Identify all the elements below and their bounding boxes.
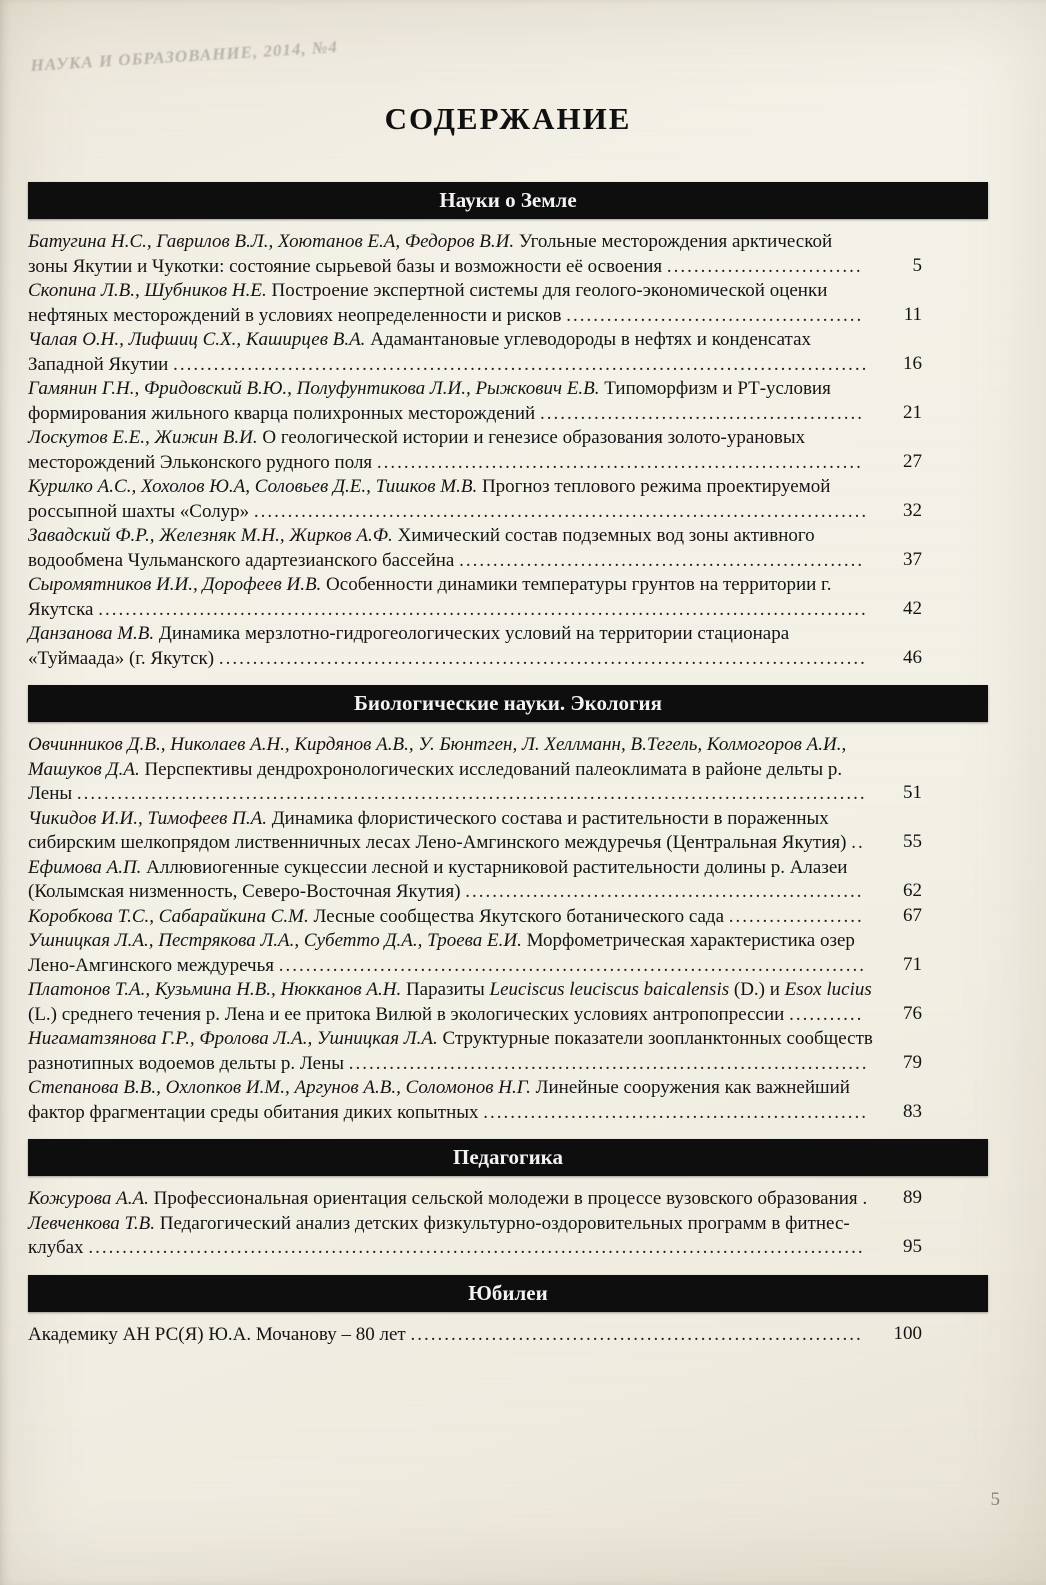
entry-authors: Сыромятников И.И., Дорофеев И.В. [28,574,322,595]
entry-authors: Данзанова М.В. [28,623,155,644]
dot-leader: .................... [728,905,864,927]
toc-entry [28,1212,922,1261]
toc-section [28,1139,988,1261]
entry-text: Кожурова А.А. Профессиональная ориентация сельской молодежи в процессе вузовского образования [28,1188,858,1209]
dot-leader: .. [851,832,865,853]
entry-page-number: 51 [903,782,922,803]
entry-page-number: 16 [903,352,922,374]
page-folio: 5 [990,1489,1000,1510]
entry-text: Нигаматзянова Г.Р., Фролова Л.А., Ушницкая Л.А. Структурные показатели зоопланктонных сообществ разнотипных водоемов дельты р. Лены [28,1028,873,1074]
toc-entry [28,905,922,930]
toc-entry [28,733,922,807]
toc-entry [28,807,922,856]
entry-page-number: 42 [903,597,922,619]
entry-text: Чалая О.Н., Лифшиц С.Х., Каширцев В.А. Адамантановые углеводороды в нефтях и конденсатах Западной Якутии [28,329,812,375]
dot-leader: ................................................ [539,402,864,424]
entry-text: Ефимова А.П. Аллювиогенные сукцессии лесной и кустарниковой растительности долины р. Алазеи (Колымская низменность, Северо-Восточная Якутия) [28,856,848,902]
journal-header-watermark: НАУКА И ОБРАЗОВАНИЕ, 2014, №4 [30,37,339,75]
entry-authors: Кожурова А.А. [28,1188,149,1209]
section-heading: Педагогика [28,1139,988,1176]
entry-authors: Лоскутов Е.Е., Жижин В.И. [28,427,258,448]
entry-authors: Платонов Т.А., Кузьмина Н.В., Нюкканов А.Н. [28,979,402,1000]
entry-text: Степанова В.В., Охлопков И.М., Аргунов А.В., Соломонов Н.Г. Линейные сооружения как важнейший фактор фрагментации среды обитания диких копытных [28,1077,850,1123]
entry-text: Батугина Н.С., Гаврилов В.Л., Хоютанов Е.А, Федоров В.И. Угольные месторождения арктической зоны Якутии и Чукотки: состояние сырьевой базы и возможности её освоения [28,231,833,277]
entry-page-number: 62 [903,880,922,901]
entry-page-number: 55 [903,831,922,852]
toc-entry [28,328,922,377]
toc-section [28,182,988,671]
entry-authors: Ефимова А.П. [28,856,142,878]
section-heading: Юбилеи [28,1275,988,1312]
entry-authors: Чикидов И.И., Тимофеев П.А. [28,807,267,829]
entry-text: Завадский Ф.Р., Железняк М.Н., Жирков А.Ф. Химический состав подземных вод зоны активного водообмена Чульманского адартезианского бассейна [28,525,815,571]
toc-entry [28,978,922,1027]
toc-section [28,1275,988,1348]
toc-entry [28,1187,922,1212]
toc-sections [28,182,988,1347]
entry-text: Овчинников Д.В., Николаев А.Н., Кирдянов А.В., У. Бюнтген, Л. Хеллманн, В.Тегель, Колмогоров А.И., Машуков Д.А. Перспективы дендрохронологических исследований палеоклимата в районе дельты р. Лены [28,734,847,804]
entry-text: Скопина Л.В., Шубников Н.Е. Построение экспертной системы для геолого-экономической оценки нефтяных месторождений в условиях неопределенности и рисков [28,280,828,326]
dot-leader: ............................................ [566,304,864,326]
page-title: СОДЕРЖАНИЕ [384,101,632,136]
entry-page-number: 37 [903,548,922,570]
entry-text: Платонов Т.А., Кузьмина Н.В., Нюкканов А.Н. Паразиты Leuciscus leuciscus baicalensis (D.) и Esox lucius (L.) среднего течения р. Лена и ее притока Вилюй в экологических условиях антропопрессии [28,979,872,1025]
dot-leader: ........................................................................ [376,451,863,473]
dot-leader: ............................................................ [459,549,865,571]
entry-text: Лоскутов Е.Е., Жижин В.И. О геологической истории и генезисе образования золото-урановых месторождений Эльконского рудного поля [28,427,806,473]
entry-page-number: 67 [903,904,922,926]
toc-content [28,0,988,1347]
entry-page-number: 83 [903,1100,922,1122]
entry-page-number: 100 [893,1322,922,1344]
section-entries [28,1187,922,1261]
dot-leader: ....................................................................................................... [173,353,869,375]
entry-authors: Чалая О.Н., Лифшиц С.Х., Каширцев В.А. [28,329,366,350]
section-heading: Науки о Земле [28,182,988,219]
dot-leader: ......................................................... [483,1101,869,1123]
dot-leader: . [862,1188,870,1209]
dot-leader: .................................................................................................................. [98,598,868,620]
entry-authors: Ушницкая Л.А., Пестрякова Л.А., Субетто Д.А., Троева Е.И. [28,930,522,951]
toc-entry [28,426,922,475]
dot-leader: ............................................................................. [348,1052,869,1074]
entry-page-number: 46 [903,646,922,668]
entry-title-latin-italic: Esox lucius [784,979,872,1000]
entry-authors: Завадский Ф.Р., Железняк М.Н., Жирков А.Ф. [28,525,393,546]
toc-entry [28,475,922,524]
toc-entry [28,230,922,279]
toc-entry [28,622,922,671]
entry-authors: Курилко А.С., Хохолов Ю.А, Соловьев Д.Е., Тишков М.В. [28,476,478,497]
toc-entry [28,1323,922,1348]
dot-leader: ....................................................................................... [278,954,866,976]
entry-page-number: 5 [912,254,922,276]
entry-page-number: 32 [903,499,922,521]
entry-text: Курилко А.С., Хохолов Ю.А, Соловьев Д.Е., Тишков М.В. Прогноз теплового режима проектируемой россыпной шахты «Солур» [28,476,831,522]
dot-leader: ................................................................... [410,1323,863,1345]
entry-page-number: 89 [903,1187,922,1208]
entry-text: Сыромятников И.И., Дорофеев И.В. Особенности динамики температуры грунтов на территории г. Якутска [28,574,832,620]
entry-text: Левченкова Т.В. Педагогический анализ детских физкультурно-оздоровительных программ в фитнес-клубах [28,1212,850,1258]
section-entries [28,733,922,1125]
dot-leader: ............................. [666,255,863,277]
section-entries [28,1323,922,1348]
dot-leader: ................................................................................................ [218,647,867,669]
entry-page-number: 71 [903,953,922,975]
entry-page-number: 11 [903,303,922,325]
entry-text: Академику АН РС(Я) Ю.А. Мочанову – 80 лет [28,1323,406,1345]
entry-authors: Батугина Н.С., Гаврилов В.Л., Хоютанов Е.А, Федоров В.И. [28,231,515,252]
dot-leader: ................................................................................................................... [88,1237,865,1258]
dot-leader: ........................................................... [465,881,864,902]
entry-authors: Нигаматзянова Г.Р., Фролова Л.А., Ушницкая Л.А. [28,1028,438,1049]
entry-authors: Овчинников Д.В., Николаев А.Н., Кирдянов А.В., У. Бюнтген, Л. Хеллманн, В.Тегель, Колмогоров А.И., Машуков Д.А. [28,734,847,780]
toc-entry [28,279,922,328]
toc-entry [28,1076,922,1125]
toc-entry [28,377,922,426]
toc-entry [28,524,922,573]
toc-entry [28,573,922,622]
toc-section [28,685,988,1125]
toc-entry [28,856,922,905]
entry-authors: Левченкова Т.В. [28,1212,155,1234]
entry-page-number: 95 [903,1236,922,1257]
entry-text: Коробкова Т.С., Сабарайкина С.М. Лесные сообщества Якутского ботанического сада [28,905,725,927]
entry-authors: Скопина Л.В., Шубников Н.Е. [28,280,267,301]
entry-authors: Коробкова Т.С., Сабарайкина С.М. [28,905,309,927]
entry-text: Гамянин Г.Н., Фридовский В.Ю., Полуфунтикова Л.И., Рыжкович Е.В. Типоморфизм и РТ-условия формирования жильного кварца полихронных месторождений [28,378,831,424]
dot-leader: ........................................................................................... [253,500,869,522]
entry-authors: Степанова В.В., Охлопков И.М., Аргунов А.В., Соломонов Н.Г. [28,1077,531,1098]
dot-leader: ........... [789,1003,864,1025]
entry-page-number: 21 [903,401,922,423]
section-entries [28,230,922,671]
entry-authors: Гамянин Г.Н., Фридовский В.Ю., Полуфунтикова Л.И., Рыжкович Е.В. [28,378,600,399]
dot-leader: ..................................................................................................................... [76,783,867,804]
entry-text: Чикидов И.И., Тимофеев П.А. Динамика флористического состава и растительности в пораженных сибирским шелкопрядом лиственничных лесах Лено-Амгинского междуречья (Центральная Якутия) [28,807,847,853]
entry-text: Ушницкая Л.А., Пестрякова Л.А., Субетто Д.А., Троева Е.И. Морфометрическая характеристика озер Лено-Амгинского междуречья [28,930,855,976]
entry-page-number: 27 [903,450,922,472]
section-heading: Биологические науки. Экология [28,685,988,722]
entry-page-number: 76 [903,1002,922,1024]
toc-entry [28,1027,922,1076]
toc-entry [28,929,922,978]
entry-title-latin-italic: Leuciscus leuciscus baicalensis [489,979,730,1000]
entry-page-number: 79 [903,1051,922,1073]
entry-text: Данзанова М.В. Динамика мерзлотно-гидрогеологических условий на территории стационара «Туймаада» (г. Якутск) [28,623,790,669]
